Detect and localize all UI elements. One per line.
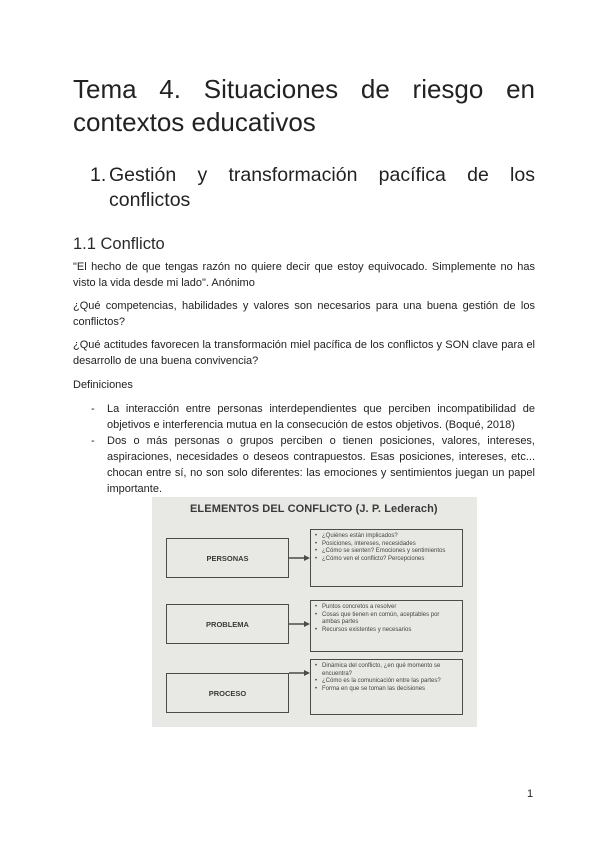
figure-label-box xyxy=(166,673,289,713)
figure-label-box xyxy=(166,538,289,578)
list-bullet: - xyxy=(91,403,95,415)
arrow-right-icon xyxy=(289,552,311,564)
figure-item: • ¿Cómo ven el conflicto? Percepciones xyxy=(315,556,459,564)
definition-item-1: La interacción entre personas interdependientes que perciben incompatibilidad de objetivos e interferencia mutua en la consecución de estos objetivos. (Boqué, 2018) xyxy=(107,403,535,431)
figure-item: • Forma en que se toman las decisiones xyxy=(315,686,459,694)
question-paragraph-1: ¿Qué competencias, habilidades y valores son necesarios para una buena gestión de los conflictos? xyxy=(73,300,535,328)
arrow-right-icon xyxy=(289,618,311,630)
subsection-heading: 1.1 Conflicto xyxy=(73,235,165,253)
figure-item: • Cosas que tienen en común, aceptables por ambas partes xyxy=(315,612,459,627)
figure-items-box xyxy=(310,529,463,587)
figure-label-problema: PROBLEMA xyxy=(206,619,249,629)
arrow-right-icon xyxy=(289,667,311,679)
section-heading xyxy=(90,163,535,213)
figure-item: • Posiciones, intereses, necesidades xyxy=(315,541,459,549)
figure-title: ELEMENTOS DEL CONFLICTO (J. P. Lederach) xyxy=(190,503,438,515)
definitions-label: Definiciones xyxy=(73,379,133,391)
document-title: Tema 4. Situaciones de riesgo en contextos educativos xyxy=(73,74,535,137)
quote-paragraph: "El hecho de que tengas razón no quiere decir que estoy equivocado. Simplemente no has visto la vida desde mi lado". Anónimo xyxy=(73,261,535,289)
figure-items-box xyxy=(310,659,463,715)
section-number: 1. xyxy=(90,164,107,186)
figure-item: • Dinámica del conflicto, ¿en qué momento se encuentra? xyxy=(315,663,459,678)
question-paragraph-2: ¿Qué actitudes favorecen la transformación miel pacífica de los conflictos y SON clave para el desarrollo de una buena convivencia? xyxy=(73,339,535,367)
figure-label-personas: PERSONAS xyxy=(206,553,249,563)
definition-item-2: Dos o más personas o grupos perciben o tienen posiciones, valores, intereses, aspiraciones, necesidades o deseos contrapuestos. Esas posiciones, intereses, etc... chocan entre sí, no son solo diferentes: las emociones y sentimientos juegan un papel importante. xyxy=(107,435,535,495)
figure-item: • ¿Cómo se sienten? Emociones y sentimientos xyxy=(315,548,459,556)
figure-item: • ¿Cómo es la comunicación entre las partes? xyxy=(315,678,459,686)
list-bullet: - xyxy=(91,435,95,447)
section-title: Gestión y transformación pacífica de los conflictos xyxy=(109,164,535,211)
figure-items-box xyxy=(310,600,463,652)
figure-label-proceso: PROCESO xyxy=(208,688,247,698)
figure-item: • ¿Quiénes están implicados? xyxy=(315,533,459,541)
figure-item: • Puntos concretos a resolver xyxy=(315,604,459,612)
figure-label-box xyxy=(166,604,289,644)
page-number: 1 xyxy=(527,788,534,800)
conflict-elements-figure xyxy=(152,497,477,727)
figure-item: • Recursos existentes y necesarios xyxy=(315,627,459,635)
